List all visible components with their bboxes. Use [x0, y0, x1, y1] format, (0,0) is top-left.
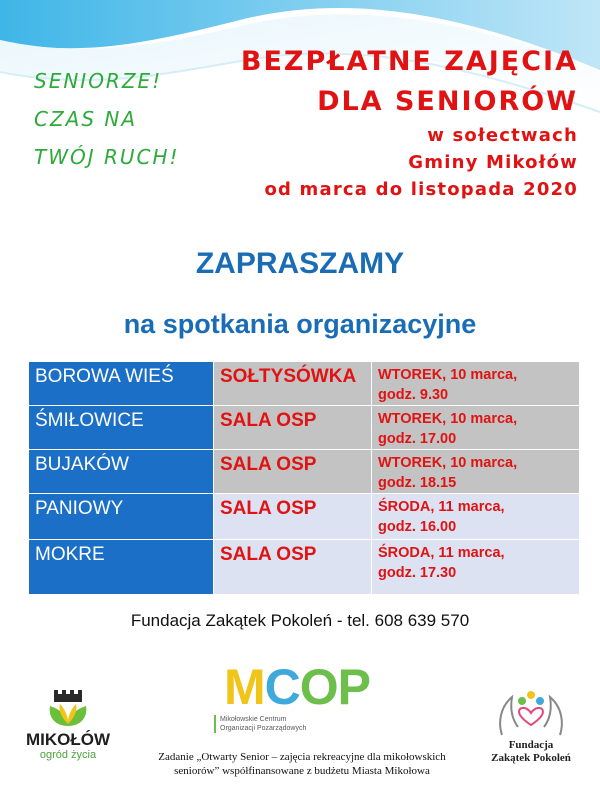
schedule-day: WTOREK, 10 marca,: [378, 455, 518, 471]
schedule-day: WTOREK, 10 marca,: [378, 411, 518, 427]
mcop-logo-line-1: Mikołowskie Centrum: [220, 716, 287, 723]
zakatek-logo-line-2: Zakątek Pokoleń: [491, 752, 571, 764]
schedule-venue: SOŁTYSÓWKA: [214, 362, 372, 406]
zakatek-logo-text: [482, 739, 580, 765]
foundation-contact: Fundacja Zakątek Pokoleń - tel. 608 639 570: [130, 611, 470, 630]
schedule-time: godz. 9.30: [378, 387, 449, 403]
schedule-venue: SALA OSP: [214, 540, 372, 595]
schedule-time: godz. 17.30: [378, 565, 457, 581]
schedule-row: [29, 362, 580, 406]
header-title-line-1: BEZPŁATNE ZAJĘCIA: [240, 46, 578, 77]
invite-heading: ZAPRASZAMY: [195, 247, 405, 280]
mcop-logo-line-2: Organizacji Pozarządowych: [220, 725, 307, 732]
slogan-line-2: CZAS NA: [34, 107, 138, 131]
schedule-venue: SALA OSP: [214, 406, 372, 450]
zakatek-logo: [482, 683, 580, 771]
footnote-line-2: seniorów” współfinansowane z budżetu Miasta Mikołowa: [174, 765, 430, 777]
schedule-day: ŚRODA, 11 marca,: [378, 499, 505, 515]
schedule-place: MOKRE: [29, 540, 214, 595]
schedule-place: BUJAKÓW: [29, 450, 214, 494]
mcop-logo-subtitle: [214, 715, 390, 733]
schedule-datetime: [372, 540, 580, 595]
schedule-table: [28, 361, 580, 595]
mcop-letter: M: [223, 659, 265, 715]
schedule-place: PANIOWY: [29, 494, 214, 540]
header-subtitle-line-1: w sołectwach: [427, 125, 578, 146]
mcop-letter: O: [299, 659, 338, 715]
schedule-datetime: [372, 362, 580, 406]
schedule-time: godz. 16.00: [378, 519, 457, 535]
poster-header: [198, 42, 578, 203]
mcop-logo-word: [212, 658, 382, 716]
mikolow-logo-name: MIKOŁÓW: [25, 730, 111, 749]
schedule-venue: SALA OSP: [214, 450, 372, 494]
schedule-row: [29, 406, 580, 450]
schedule-row: [29, 450, 580, 494]
hands-heart-icon: [482, 683, 580, 739]
schedule-place: ŚMIŁOWICE: [29, 406, 214, 450]
slogan-line-1: SENIORZE!: [34, 69, 163, 93]
slogan-line-3: TWÓJ RUCH!: [34, 145, 180, 169]
schedule-time: godz. 17.00: [378, 431, 457, 447]
mcop-letter: P: [337, 659, 371, 715]
schedule-row: [29, 494, 580, 540]
schedule-datetime: [372, 406, 580, 450]
meeting-subtitle: na spotkania organizacyjne: [123, 309, 477, 339]
schedule-row: [29, 540, 580, 595]
header-date-range: od marca do listopada 2020: [264, 179, 578, 200]
zakatek-logo-line-1: Fundacja: [508, 739, 554, 751]
footnote-line-1: Zadanie „Otwarty Senior – zajęcia rekreacyjne dla mikołowskich: [158, 751, 446, 763]
schedule-datetime: [372, 450, 580, 494]
schedule-day: WTOREK, 10 marca,: [378, 367, 518, 383]
crown-tree-icon: [16, 686, 120, 730]
mikolow-logo: [16, 686, 120, 766]
schedule-datetime: [372, 494, 580, 540]
schedule-place: BOROWA WIEŚ: [29, 362, 214, 406]
header-subtitle-line-2: Gminy Mikołów: [408, 152, 578, 173]
mcop-logo: [212, 659, 382, 734]
schedule-day: ŚRODA, 11 marca,: [378, 545, 505, 561]
schedule-time: godz. 18.15: [378, 475, 457, 491]
funding-footnote: [132, 750, 472, 778]
mcop-letter: C: [264, 659, 300, 715]
schedule-venue: SALA OSP: [214, 494, 372, 540]
mikolow-logo-tagline: ogród życia: [39, 749, 97, 761]
header-title-line-2: DLA SENIORÓW: [317, 86, 578, 117]
